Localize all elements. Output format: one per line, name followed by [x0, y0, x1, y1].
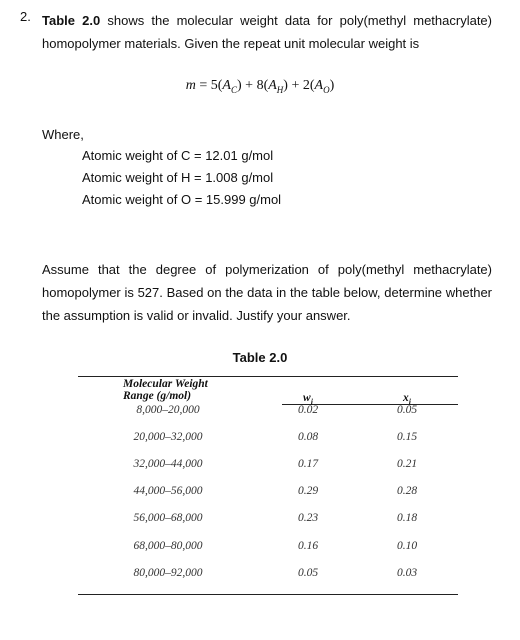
intro-text: shows the molecular weight data for poly(methyl methacrylate) homopolymer materials. Given the repeat unit molecular weight is	[42, 13, 492, 51]
row-weight-fraction: 0.29	[297, 485, 319, 497]
row-range: 80,000–92,000	[133, 567, 203, 579]
row-number-fraction: 0.03	[396, 567, 418, 579]
header-range: Molecular Weight Range (g/mol)	[123, 378, 208, 402]
table-bottom-rule	[78, 594, 458, 595]
table-caption: Table 2.0	[232, 350, 288, 365]
where-label: Where,	[42, 127, 84, 142]
repeat-unit-equation: $m = 5(A_C) + 8(A_H) + 2(A_O)$	[185, 78, 335, 95]
row-number-fraction: 0.21	[396, 458, 418, 470]
row-number-fraction: 0.10	[396, 540, 418, 552]
row-weight-fraction: 0.16	[297, 540, 319, 552]
row-range: 20,000–32,000	[133, 431, 203, 443]
header-weight-fraction: $w_i$	[303, 392, 313, 407]
atomic-weight-oxygen: Atomic weight of O = 15.999 g/mol	[82, 192, 282, 207]
row-weight-fraction: 0.02	[297, 404, 319, 416]
row-number-fraction: 0.15	[396, 431, 418, 443]
row-weight-fraction: 0.17	[297, 458, 319, 470]
question-number: 2.	[20, 9, 31, 24]
atomic-weight-carbon: Atomic weight of C = 12.01 g/mol	[82, 148, 274, 163]
atomic-weight-hydrogen: Atomic weight of H = 1.008 g/mol	[82, 170, 274, 185]
row-weight-fraction: 0.23	[297, 512, 319, 524]
row-range: 44,000–56,000	[133, 485, 203, 497]
row-range: 68,000–80,000	[133, 540, 203, 552]
header-number-fraction: $x_i$	[403, 392, 411, 407]
row-range: 32,000–44,000	[133, 458, 203, 470]
row-number-fraction: 0.05	[396, 404, 418, 416]
row-range: 8,000–20,000	[136, 404, 200, 416]
row-number-fraction: 0.28	[396, 485, 418, 497]
row-number-fraction: 0.18	[396, 512, 418, 524]
question-intro	[42, 9, 492, 55]
assumption-paragraph: Assume that the degree of polymerization of poly(methyl methacrylate) homopolymer is 527. Based on the data in the table below, determine whether the assumption is valid or invalid. Justify your answer.	[42, 262, 492, 323]
table-top-rule	[78, 376, 458, 377]
row-range: 56,000–68,000	[133, 512, 203, 524]
table-reference: Table 2.0	[42, 13, 101, 28]
row-weight-fraction: 0.05	[297, 567, 319, 579]
row-weight-fraction: 0.08	[297, 431, 319, 443]
